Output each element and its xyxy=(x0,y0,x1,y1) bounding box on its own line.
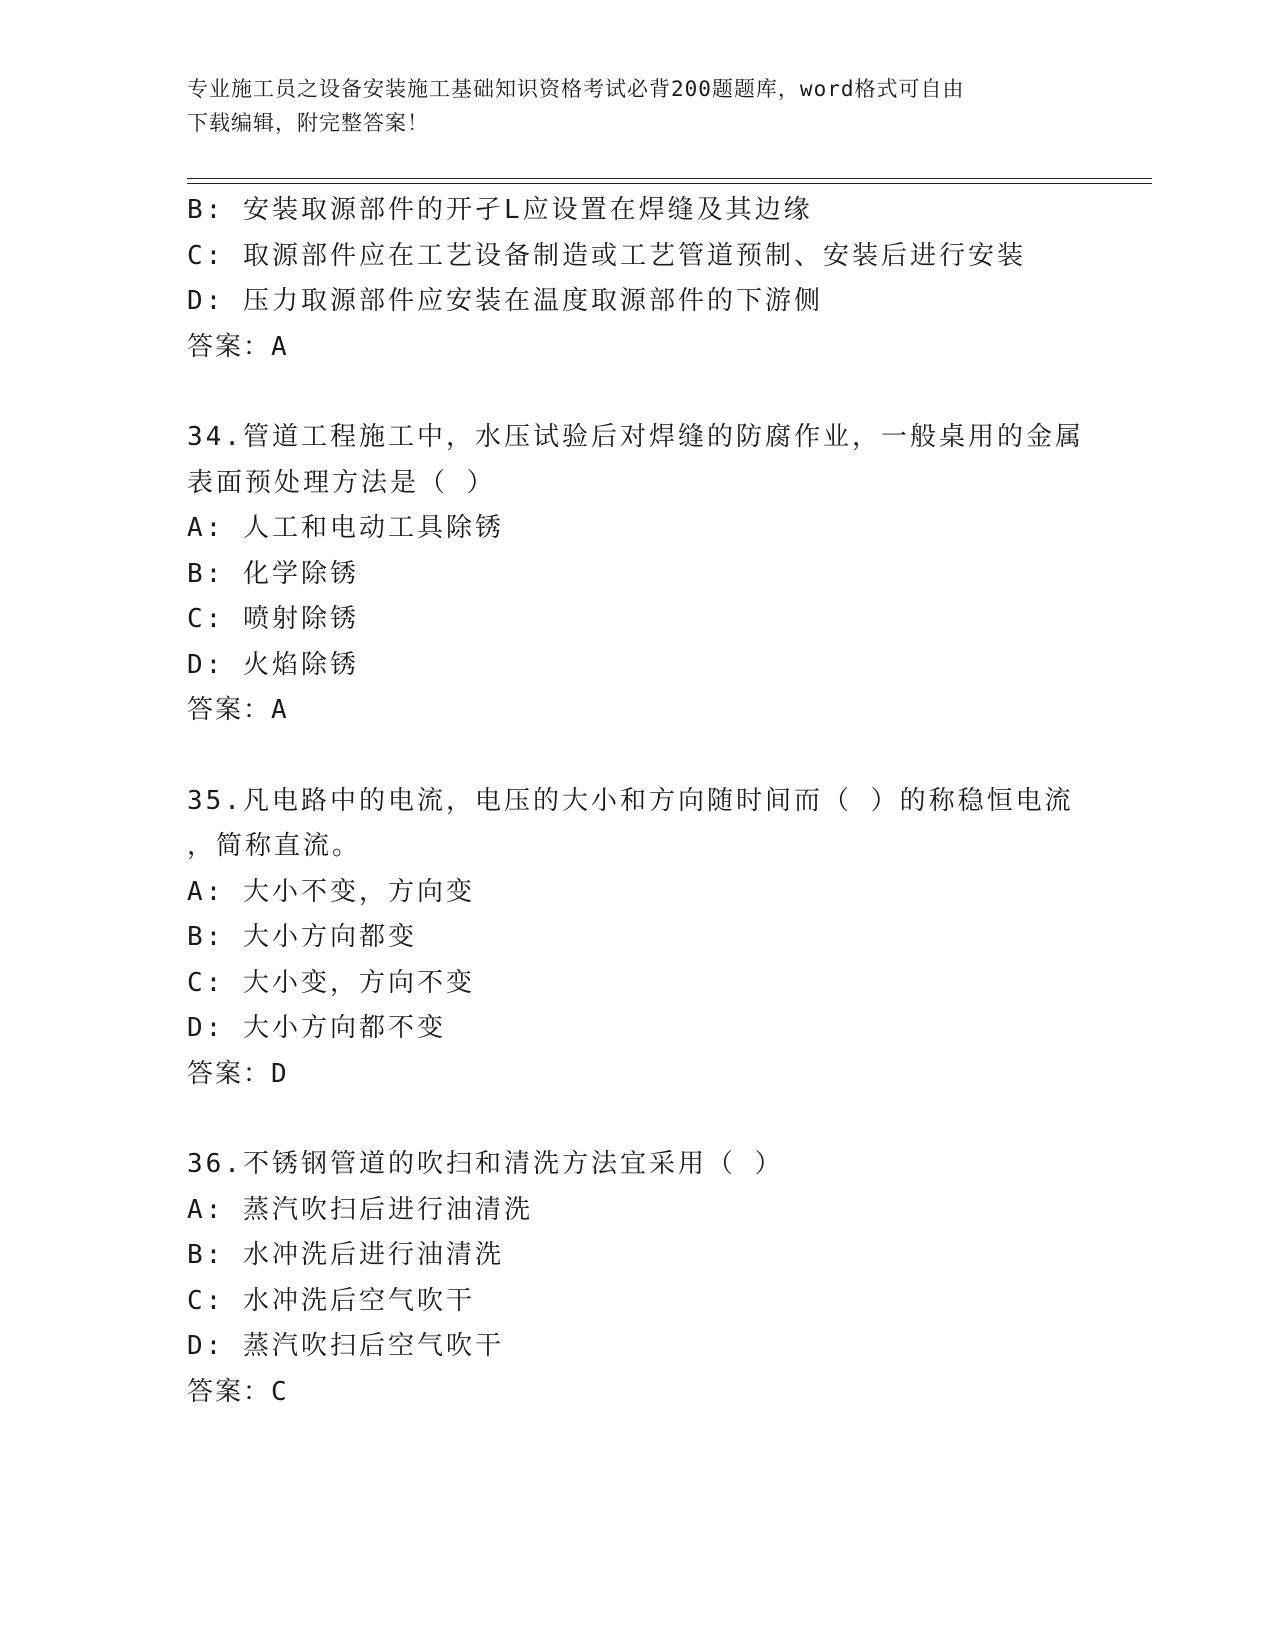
option-c: C: 水冲洗后空气吹干 xyxy=(187,1285,475,1316)
question-stem-line-2: 表面预处理方法是（ ） xyxy=(187,467,496,498)
answer-text: 答案：A xyxy=(187,331,289,362)
option-c: C: 喷射除锈 xyxy=(187,604,359,634)
question-gap xyxy=(187,370,1087,415)
option-d: D: 火焰除锈 xyxy=(187,649,359,680)
option-d: D: 大小方向都不变 xyxy=(187,1013,446,1043)
question-gap xyxy=(187,734,1087,779)
question-stem-line-1: 36.不锈钢管道的吹扫和清洗方法宜采用（ ） xyxy=(187,1149,784,1179)
question-stem-line-2: ，简称直流。 xyxy=(187,831,362,861)
option-a: A: 人工和电动工具除锈 xyxy=(187,513,504,543)
question-stem-line-1: 35.凡电路中的电流，电压的大小和方向随时间而（ ）的称稳恒电流 xyxy=(187,785,1074,816)
option-c: C: 大小变，方向不变 xyxy=(187,967,475,998)
question-block-33 xyxy=(187,188,1087,370)
question-list xyxy=(187,188,1087,1415)
header-rule-bottom xyxy=(187,183,1152,184)
answer-text: 答案：A xyxy=(187,695,289,725)
option-b: B: 水冲洗后进行油清洗 xyxy=(187,1240,504,1270)
option-d: D: 压力取源部件应安装在温度取源部件的下游侧 xyxy=(187,286,823,316)
option-d: D: 蒸汽吹扫后空气吹干 xyxy=(187,1331,504,1361)
question-block-35 xyxy=(187,779,1087,1098)
document-header xyxy=(187,72,1067,140)
option-c: C: 取源部件应在工艺设备制造或工艺管道预制、安装后进行安装 xyxy=(187,240,1026,271)
question-gap xyxy=(187,1097,1087,1142)
option-b: B: 安装取源部件的开孑L应设置在焊缝及其边缘 xyxy=(187,195,813,225)
header-rule-top xyxy=(187,178,1152,179)
option-b: B: 大小方向都变 xyxy=(187,922,417,952)
header-line-2: 下载编辑，附完整答案！ xyxy=(187,111,429,135)
header-line-1: 专业施工员之设备安装施工基础知识资格考试必背200题题库，word格式可自由 xyxy=(187,77,965,101)
answer-text: 答案：D xyxy=(187,1058,289,1089)
question-block-36 xyxy=(187,1142,1087,1415)
question-stem-line-1: 34.管道工程施工中，水压试验后对焊缝的防腐作业，一般桌用的金属 xyxy=(187,422,1084,452)
option-a: A: 大小不变，方向变 xyxy=(187,876,475,907)
option-a: A: 蒸汽吹扫后进行油清洗 xyxy=(187,1194,533,1225)
answer-text: 答案：C xyxy=(187,1376,289,1407)
option-b: B: 化学除锈 xyxy=(187,558,359,589)
question-block-34 xyxy=(187,415,1087,734)
